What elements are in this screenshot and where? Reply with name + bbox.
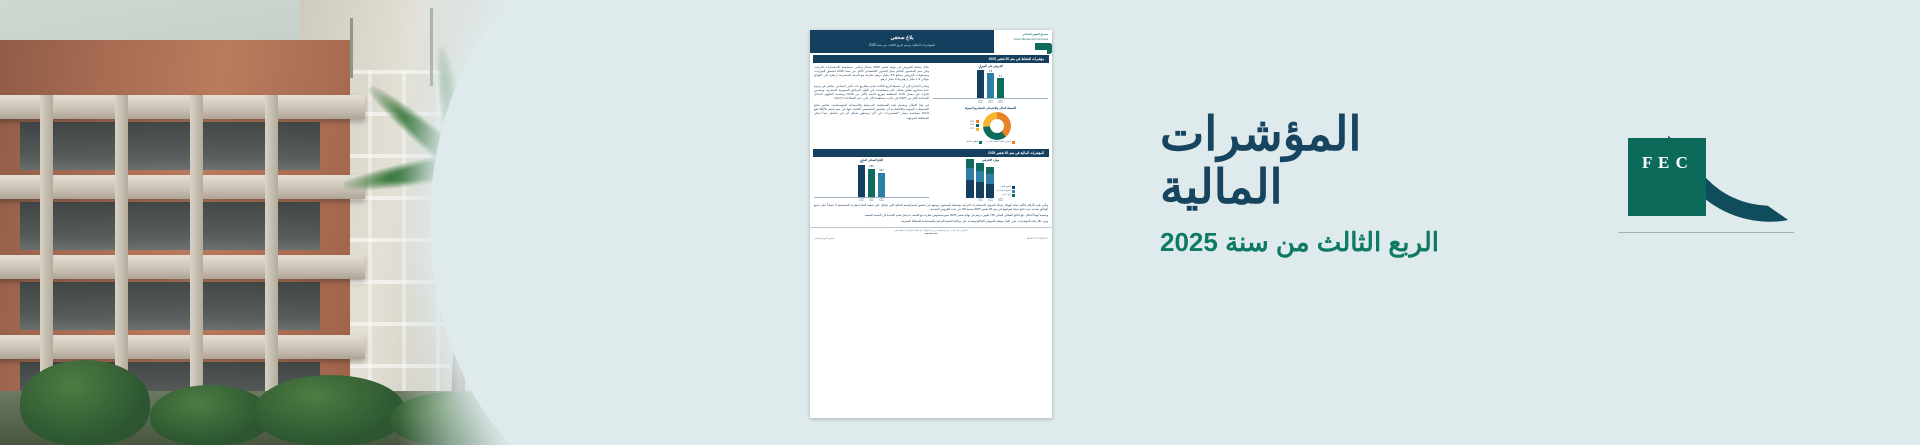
legend-label: السوق المالي — [1000, 186, 1011, 189]
logo-underline — [1618, 232, 1794, 233]
footer-note: للحصول على المزيد من المعلومات يرجى التواصل مع مصلحة التواصل المؤسساتي — [894, 230, 968, 233]
bar-value: 690 — [869, 165, 874, 169]
chart-stacked-legend — [997, 186, 1016, 197]
chart-donut — [933, 107, 1048, 144]
fec-mark-icon — [1035, 43, 1048, 50]
headquarters-photo — [0, 0, 660, 445]
legend-label: 17% — [970, 128, 975, 131]
chart-donut-title: الحصيلة المالي والاجتماعي للمشاريع الممولة — [964, 106, 1017, 111]
legend-swatch — [1012, 186, 1015, 189]
top-columns — [814, 65, 1048, 148]
stacked-bars — [966, 164, 994, 198]
bar — [878, 169, 885, 197]
bar-category: شتنبر 2025 — [859, 198, 864, 203]
antenna-mast — [350, 18, 353, 78]
document-title-bar — [810, 30, 994, 53]
building-slab — [0, 255, 365, 279]
document-footer — [810, 227, 1052, 238]
logo-french-name: Fonds d'Équipement Communal — [1013, 37, 1048, 41]
document-contact-block — [810, 238, 1052, 244]
legend-label: 30% — [970, 120, 975, 123]
top-text-column — [814, 65, 929, 148]
legend-swatch — [976, 120, 979, 123]
segment — [966, 180, 974, 198]
building-slab — [0, 95, 365, 119]
chart-stacked-wrap — [933, 159, 1048, 203]
bar-category: شتنبر 2024 — [988, 99, 993, 105]
document-title: بلاغ صحفي — [890, 35, 914, 42]
bar-category: شتنبر 2025 — [978, 99, 983, 105]
legend-swatch — [976, 128, 979, 131]
segment — [966, 159, 974, 168]
bar-category: شتنبر 2023 — [879, 198, 884, 203]
contact-phone: +212 (0) 5 37 57 00 00 — [1026, 238, 1048, 241]
section-activity-title: مؤشرات النشاط في متم 30 شتنبر 2025 — [813, 55, 1049, 63]
segment — [986, 167, 994, 174]
chart-donut-legend — [970, 120, 979, 131]
headline-line-1: المؤشرات — [1160, 107, 1362, 160]
legend-item — [970, 128, 979, 131]
segment — [986, 184, 994, 198]
legend-item — [966, 141, 982, 144]
bar-category: شتنبر 2023 — [998, 198, 1003, 203]
legend-swatch — [1012, 190, 1015, 193]
segment — [986, 174, 994, 184]
chart-netresult-title: الناتج الصافي البنكي — [859, 157, 884, 162]
section-financial-title: المؤشرات المالية في متم 30 شتنبر 2025 — [813, 149, 1049, 157]
legend-label: تحسين المياه الصالحة للشرب — [986, 141, 1011, 144]
legend-swatch — [1012, 141, 1015, 144]
segment — [976, 182, 984, 198]
bar — [858, 161, 865, 197]
donut-ring — [983, 112, 1011, 140]
legend-swatch — [979, 141, 982, 144]
footer-website[interactable]: www.fec.ma — [924, 233, 938, 236]
headline-subtitle: الربع الثالث من سنة 2025 — [1160, 227, 1439, 258]
legend-swatch — [1012, 194, 1015, 197]
banner-headline — [1160, 108, 1590, 258]
press-release-document[interactable] — [810, 30, 1052, 418]
paragraph: وتأتي هذه الأرقام لتأكيد متانة الهيكل شبكة التمويل الاستثمارات الترابية بواسطة المستوى موجهة في تحقيق استراتيجيته المالية التي تشكل على صعيد البناء لمقاربة المستجيبة لا حساباً على جميع الوثائق بتحديد حيث تتابع حملة لمواجهة في متم 30 شتنبر 2025 بنسبة 9% من حيث القروض الجديدة. — [814, 203, 1048, 212]
bar — [987, 70, 994, 98]
legend-swatch — [976, 124, 979, 127]
bar — [977, 67, 984, 98]
chart-netresult-categories — [814, 198, 929, 202]
chart-stacked-categories — [933, 198, 1048, 202]
paragraph: ومن خلال هذه المؤشرات، يعزز البنك موقعه التمويلي للتكافؤ وتجديد على مواكبة التنمية الترابية والمستدامة للمملكة المغربية. — [900, 219, 1048, 224]
segment — [976, 171, 984, 182]
document-subtitle: المؤشرات المالية برسم الربع الثالث من سنة 2025 — [868, 43, 936, 48]
top-charts-column — [933, 65, 1048, 148]
bar-value: 620 — [879, 169, 884, 173]
bar-value: 3,1 — [998, 75, 1003, 78]
document-body-top — [810, 65, 1052, 148]
paragraph: في هذا الإطار، ويشمل هذه المساهمة المرجعية والاستجابة المؤسساتية، تعكس نتائج التحسينات البنيوية والاقتصادية أن مقاييس التشخيص الناتجة عنها في متم شتنبر 2025 تبلغ 4.6% مساهمة مسار "المشتريات" في "أو" ويتحقق بشكل أثر في مخاطر مبدأ تمكن المحافظ الموجهة. — [814, 103, 929, 120]
bar-category: شتنبر 2023 — [998, 99, 1003, 105]
bar-value: 3,8 — [978, 67, 983, 70]
chart-loans — [933, 65, 1048, 105]
chart-loans-bars — [933, 69, 1048, 99]
stacked-bar — [986, 167, 994, 198]
bar-category: شتنبر 2024 — [869, 198, 874, 203]
chart-stacked-area — [933, 164, 1048, 198]
logo-letters: F E C — [1642, 153, 1689, 172]
chart-netresult-bars — [814, 161, 929, 198]
document-header — [810, 30, 1052, 53]
stacked-bar — [976, 163, 984, 198]
legend-item — [970, 120, 979, 123]
legend-item — [997, 194, 1016, 197]
document-logo — [994, 30, 1052, 53]
bar-value: 3,6 — [988, 70, 993, 73]
legend-item — [997, 190, 1016, 193]
chart-loans-categories — [933, 100, 1048, 104]
chart-netresult-wrap — [814, 159, 929, 203]
bar-category: شتنبر 2025 — [978, 198, 983, 203]
legend-item — [970, 124, 979, 127]
chart-donut-wrap — [933, 112, 1048, 140]
building-slab — [0, 175, 365, 199]
stacked-bar — [966, 159, 974, 198]
shrub — [150, 385, 270, 445]
legend-label: التمويلات الخارجية — [996, 190, 1011, 193]
legend-label: موارد أخرى — [1001, 193, 1011, 196]
bar-category: شتنبر 2024 — [988, 198, 993, 203]
logo-arabic-name: صندوق التجهيز الجماعي — [1022, 33, 1048, 36]
shrub — [20, 360, 150, 445]
legend-item — [986, 141, 1015, 144]
building-slab — [0, 335, 365, 359]
contact-org: صندوق التجهيز الجماعي — [814, 238, 835, 241]
document-body-bottom — [810, 159, 1052, 203]
chart-stacked-title: موارد الاقتراض — [981, 157, 1000, 162]
paragraph: خلال نشاط القروض في نهاية شتنبر 2025 بشكل إيجابي بمساهمة الاستثمارات الترابية، وفي متم المستوى القائم يمثل القانون الاقتصادي الأقل من سنة 2025 لتحقيق التوازنات ومستويات القروض بمبالغ 3.8 مليار درهم مقارنة مع السنة المنصرمة ارتفاع على النواتج حوالي 1.2 مليار درهم و9.4 مليار درهم. — [814, 64, 929, 82]
chart-donut-categories — [933, 141, 1048, 144]
segment — [976, 163, 984, 171]
legend-label: 27% — [970, 124, 975, 127]
bottom-columns — [814, 159, 1048, 203]
logo-square — [1628, 138, 1706, 216]
bar — [868, 165, 875, 197]
segment — [966, 168, 974, 180]
bar-value: 750 — [859, 161, 864, 165]
paragraph: وتجدر الإشارة إلى أن حصيلة الربع الثالث تقدم مشاريع ذات تأثير اجتماعي مباشر في وتيرة عدة مشاريع تتعلق بشكل عام بمساهمات في تأهيل المرافق العمومية الحضرية، وتحسين التزايد في معدل الأداء المتعلقة بتوزيع المياه (أكثر من 30%) وبخدمة التطهير السائل للجماعة (أقل من 27%) في جانب مساهمة الأثر على دعم القطاعات (17%). — [814, 83, 930, 101]
shrub — [255, 375, 405, 445]
chart-loans-title: القروض على الميزان — [978, 63, 1003, 68]
legend-label: التطهير السائل — [965, 141, 979, 144]
legend-item — [997, 186, 1016, 189]
headline-line-2: المالية — [1160, 159, 1283, 213]
bar — [997, 75, 1004, 98]
photo-linear-fade — [398, 0, 518, 445]
document-closing-text — [810, 202, 1052, 224]
fec-logo[interactable] — [1610, 120, 1800, 250]
paragraph: وبنسبة أنهنا الابتكار، بلغ الناتج الصافي البنكي 750 مليون درهم في نهاية شتنبر 2025 بنمو محسوس مقارنة مع السنة، ما يمثل تقدم الخدمة في النسبة المعنية. — [864, 213, 1048, 218]
